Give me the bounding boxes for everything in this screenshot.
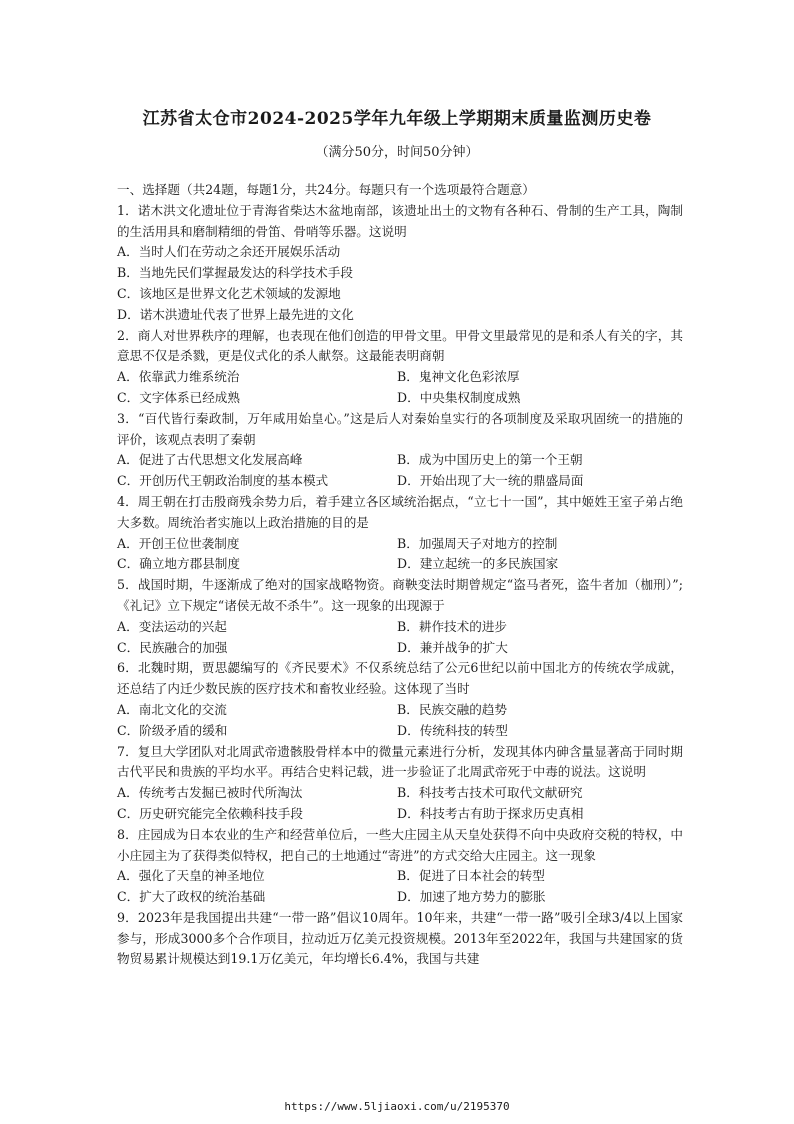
question-stem: 8．庄园成为日本农业的生产和经营单位后，一些大庄园主从天皇处获得不向中央政府交税的特权，中小庄园主为了获得类似特权，把自己的土地通过“寄进”的方式交给大庄园主。这一现象 <box>117 826 683 863</box>
section-header: 一、选择题（共24题，每题1分，共24分。每题只有一个选项最符合题意） <box>117 182 535 197</box>
page-title: 江苏省太仓市2024-2025学年九年级上学期期末质量监测历史卷 <box>142 109 652 129</box>
option-c: C．开创历代王朝政治制度的基本模式 <box>117 473 329 489</box>
option-c: C．阶级矛盾的缓和 <box>117 722 228 738</box>
option-a: A．依靠武力维系统治 <box>117 369 240 385</box>
question-8 <box>117 825 683 908</box>
question-stem: 2．商人对世界秩序的理解，也表现在他们创造的甲骨文里。甲骨文里最常见的是和杀人有关的字，其意思不仅是杀戮，更是仪式化的杀人献祭。这最能表明商朝 <box>117 327 683 364</box>
option-a: A．开创王位世袭制度 <box>117 535 240 551</box>
option-c: C．文字体系已经成熟 <box>117 389 240 405</box>
option-a: A．传统考古发掘已被时代所淘汰 <box>117 785 303 801</box>
question-2 <box>117 326 683 409</box>
option-c: C．扩大了政权的统治基础 <box>117 889 266 905</box>
option-d: D．中央集权制度成熟 <box>397 389 521 405</box>
option-b: B．科技考古技术可取代文献研究 <box>397 785 583 801</box>
option-c: C．该地区是世界文化艺术领域的发源地 <box>117 285 341 301</box>
question-5 <box>117 575 683 658</box>
option-c: C．历史研究能完全依赖科技手段 <box>117 805 303 821</box>
option-d: D．加速了地方势力的膨胀 <box>397 889 546 905</box>
option-a: A．变法运动的兴起 <box>117 618 227 634</box>
question-6 <box>117 658 683 741</box>
option-b: B．加强周天子对地方的控制 <box>397 535 558 551</box>
option-b: B．当地先民们掌握最发达的科学技术手段 <box>117 265 353 281</box>
option-b: B．民族交融的趋势 <box>397 701 508 717</box>
question-list <box>117 180 683 970</box>
question-4 <box>117 492 683 575</box>
option-d: D．传统科技的转型 <box>397 722 508 738</box>
question-3 <box>117 409 683 492</box>
question-stem: 9．2023年是我国提出共建“一带一路”倡议10周年。10年来，共建“一带一路”吸引全球3/4以上国家参与，形成3000多个合作项目，拉动近万亿美元投资规模。2013年至2022年，我国与共建国家的货物贸易累计规模达到19.1万亿美元，年均增长6.4%，我国与共建 <box>117 909 683 967</box>
option-b: B．鬼神文化色彩浓厚 <box>397 369 520 385</box>
option-d: D．科技考古有助于探求历史真相 <box>397 805 584 821</box>
question-stem: 3．“百代皆行秦政制，万年咸用始皇心。”这是后人对秦始皇实行的各项制度及采取巩固统一的措施的评价，该观点表明了秦朝 <box>117 410 683 447</box>
option-d: D．开始出现了大一统的鼎盛局面 <box>397 473 584 489</box>
option-c: C．确立地方郡县制度 <box>117 556 240 572</box>
option-a: A．南北文化的交流 <box>117 701 227 717</box>
footer-url: https://www.5ljiaoxi.com/u/2195370 <box>284 1100 510 1113</box>
question-9 <box>117 908 683 970</box>
option-b: B．耕作技术的进步 <box>397 618 508 634</box>
page-subtitle: （满分50分，时间50分钟） <box>315 145 479 160</box>
question-stem: 5．战国时期，牛逐渐成了绝对的国家战略物资。商鞅变法时期曾规定“盗马者死，盗牛者加（枷刑）”;《礼记》立下规定“诸侯无故不杀牛”。这一现象的出现源于 <box>117 577 683 613</box>
option-a: A．当时人们在劳动之余还开展娱乐活动 <box>117 244 341 260</box>
option-a: A．强化了天皇的神圣地位 <box>117 868 265 884</box>
option-c: C．民族融合的加强 <box>117 639 228 655</box>
option-b: B．成为中国历史上的第一个王朝 <box>397 452 583 468</box>
option-d: D．建立起统一的多民族国家 <box>397 556 559 572</box>
option-d: D．兼并战争的扩大 <box>397 639 508 655</box>
question-stem: 7．复旦大学团队对北周武帝遗骸股骨样本中的微量元素进行分析，发现其体内砷含量显著高于同时期古代平民和贵族的平均水平。再结合史料记载，进一步验证了北周武帝死于中毒的说法。这说明 <box>117 743 683 780</box>
question-stem: 6．北魏时期，贾思勰编写的《齐民要术》不仅系统总结了公元6世纪以前中国北方的传统农学成就，还总结了内迁少数民族的医疗技术和畜牧业经验。这体现了当时 <box>117 660 683 697</box>
question-stem: 1．诺木洪文化遗址位于青海省柴达木盆地南部，该遗址出土的文物有各种石、骨制的生产工具，陶制的生活用具和磨制精细的骨笛、骨哨等乐器。这说明 <box>117 202 683 239</box>
option-d: D．诺木洪遗址代表了世界上最先进的文化 <box>117 306 354 322</box>
question-stem: 4．周王朝在打击殷商残余势力后，着手建立各区域统治据点，“立七十一国”，其中姬姓王室子弟占绝大多数。周统治者实施以上政治措施的目的是 <box>117 493 683 530</box>
question-7 <box>117 742 683 825</box>
option-b: B．促进了日本社会的转型 <box>397 868 545 884</box>
question-1 <box>117 201 683 326</box>
option-a: A．促进了古代思想文化发展高峰 <box>117 452 303 468</box>
